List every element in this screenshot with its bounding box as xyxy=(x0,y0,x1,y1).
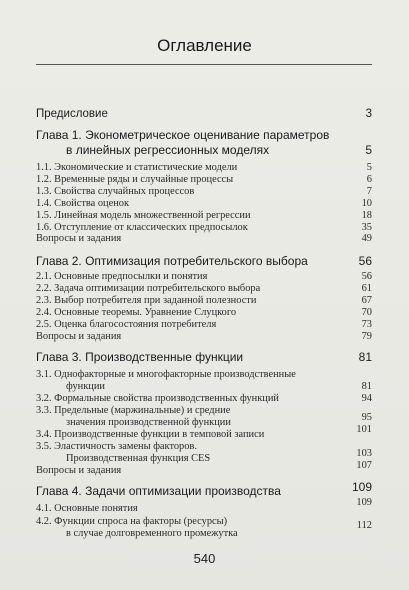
toc-entry: Вопросы и задания xyxy=(36,465,122,476)
toc-page: 6 xyxy=(366,174,372,185)
toc-page: 107 xyxy=(356,460,372,471)
title-rule xyxy=(36,64,372,65)
toc-page: 73 xyxy=(361,319,372,330)
toc-page: 103 xyxy=(356,448,372,459)
toc-entry: 2.4. Основные теоремы. Уравнение Слуцкого xyxy=(36,307,237,318)
toc-page: 95 xyxy=(361,412,372,423)
page-title: Оглавление xyxy=(157,36,252,55)
toc-page: 7 xyxy=(366,186,372,197)
toc-entry: Вопросы и задания xyxy=(36,331,122,342)
toc-page: 67 xyxy=(361,295,372,306)
toc-entry: 1.3. Свойства случайных процессов xyxy=(36,186,195,197)
toc-entry: 1.4. Свойства оценок xyxy=(36,198,130,209)
toc-entry: 3.1. Однофакторные и многофакторные производственные xyxy=(36,369,296,380)
chapter-2-title: Глава 2. Оптимизация потребительского выбора xyxy=(36,254,308,268)
chapter-1-title-line2: в линейных регрессионных моделях xyxy=(66,143,270,157)
toc-page: 49 xyxy=(361,233,372,244)
toc-entry: 1.6. Отступление от классических предпосылок xyxy=(36,222,248,233)
chapter-4-page: 109 xyxy=(351,480,372,494)
toc-entry: 1.1. Экономические и статистические модели xyxy=(36,162,238,173)
toc-entry: 1.2. Временные ряды и случайные процессы xyxy=(36,174,234,185)
toc-entry-cont: функции xyxy=(66,381,105,392)
chapter-2-page: 56 xyxy=(358,254,372,268)
page-number: 540 xyxy=(193,551,216,566)
preface-page: 3 xyxy=(365,108,372,120)
chapter-1-page: 5 xyxy=(365,143,372,157)
toc-entry: 2.5. Оценка благосостояния потребителя xyxy=(36,319,217,330)
toc-page: 70 xyxy=(361,307,372,318)
toc-entry: Вопросы и задания xyxy=(36,233,122,244)
chapter-3-title: Глава 3. Производственные функции xyxy=(36,350,244,364)
toc-entry-cont: в случае долговременного промежутка xyxy=(66,528,238,539)
chapter-1-title-line1: Глава 1. Эконометрическое оценивание параметров xyxy=(36,128,330,142)
toc-entry: 3.2. Формальные свойства производственных функций xyxy=(36,393,279,404)
toc-page: 56 xyxy=(361,271,372,282)
toc-entry: 3.4. Производственные функции в темповой записи xyxy=(36,429,265,440)
toc-entry: 4.2. Функции спроса на факторы (ресурсы) xyxy=(36,516,228,527)
toc-page: 18 xyxy=(361,210,372,221)
toc-entry: 3.5. Эластичность замены факторов. xyxy=(36,441,197,452)
toc-page: 61 xyxy=(361,283,372,294)
preface-label: Предисловие xyxy=(36,108,108,120)
toc-entry: 4.1. Основные понятия xyxy=(36,503,138,514)
toc-page: 5 xyxy=(366,162,372,173)
toc-page: 10 xyxy=(361,198,372,209)
toc-page: 101 xyxy=(356,424,372,435)
chapter-3-page: 81 xyxy=(358,350,372,364)
toc-page: 79 xyxy=(361,331,372,342)
toc-page: 112 xyxy=(356,520,372,531)
toc-entry: 2.1. Основные предпосылки и понятия xyxy=(36,271,208,282)
toc-page: 35 xyxy=(361,222,372,233)
toc-entry: 2.3. Выбор потребителя при заданной полезности xyxy=(36,295,257,306)
toc-page: 94 xyxy=(361,393,372,404)
toc-entry: 3.3. Предельные (маржинальные) и средние xyxy=(36,405,231,416)
toc-page: 109 xyxy=(356,497,372,508)
toc-entry: 1.5. Линейная модель множественной регрессии xyxy=(36,210,251,221)
chapter-4-title: Глава 4. Задачи оптимизации производства xyxy=(36,484,281,498)
toc-page: 81 xyxy=(361,381,372,392)
toc-entry: 2.2. Задача оптимизации потребительского выбора xyxy=(36,283,261,294)
toc-entry-cont: Производственная функция CES xyxy=(66,453,211,464)
toc-entry-cont: значения производственной функции xyxy=(66,417,231,428)
